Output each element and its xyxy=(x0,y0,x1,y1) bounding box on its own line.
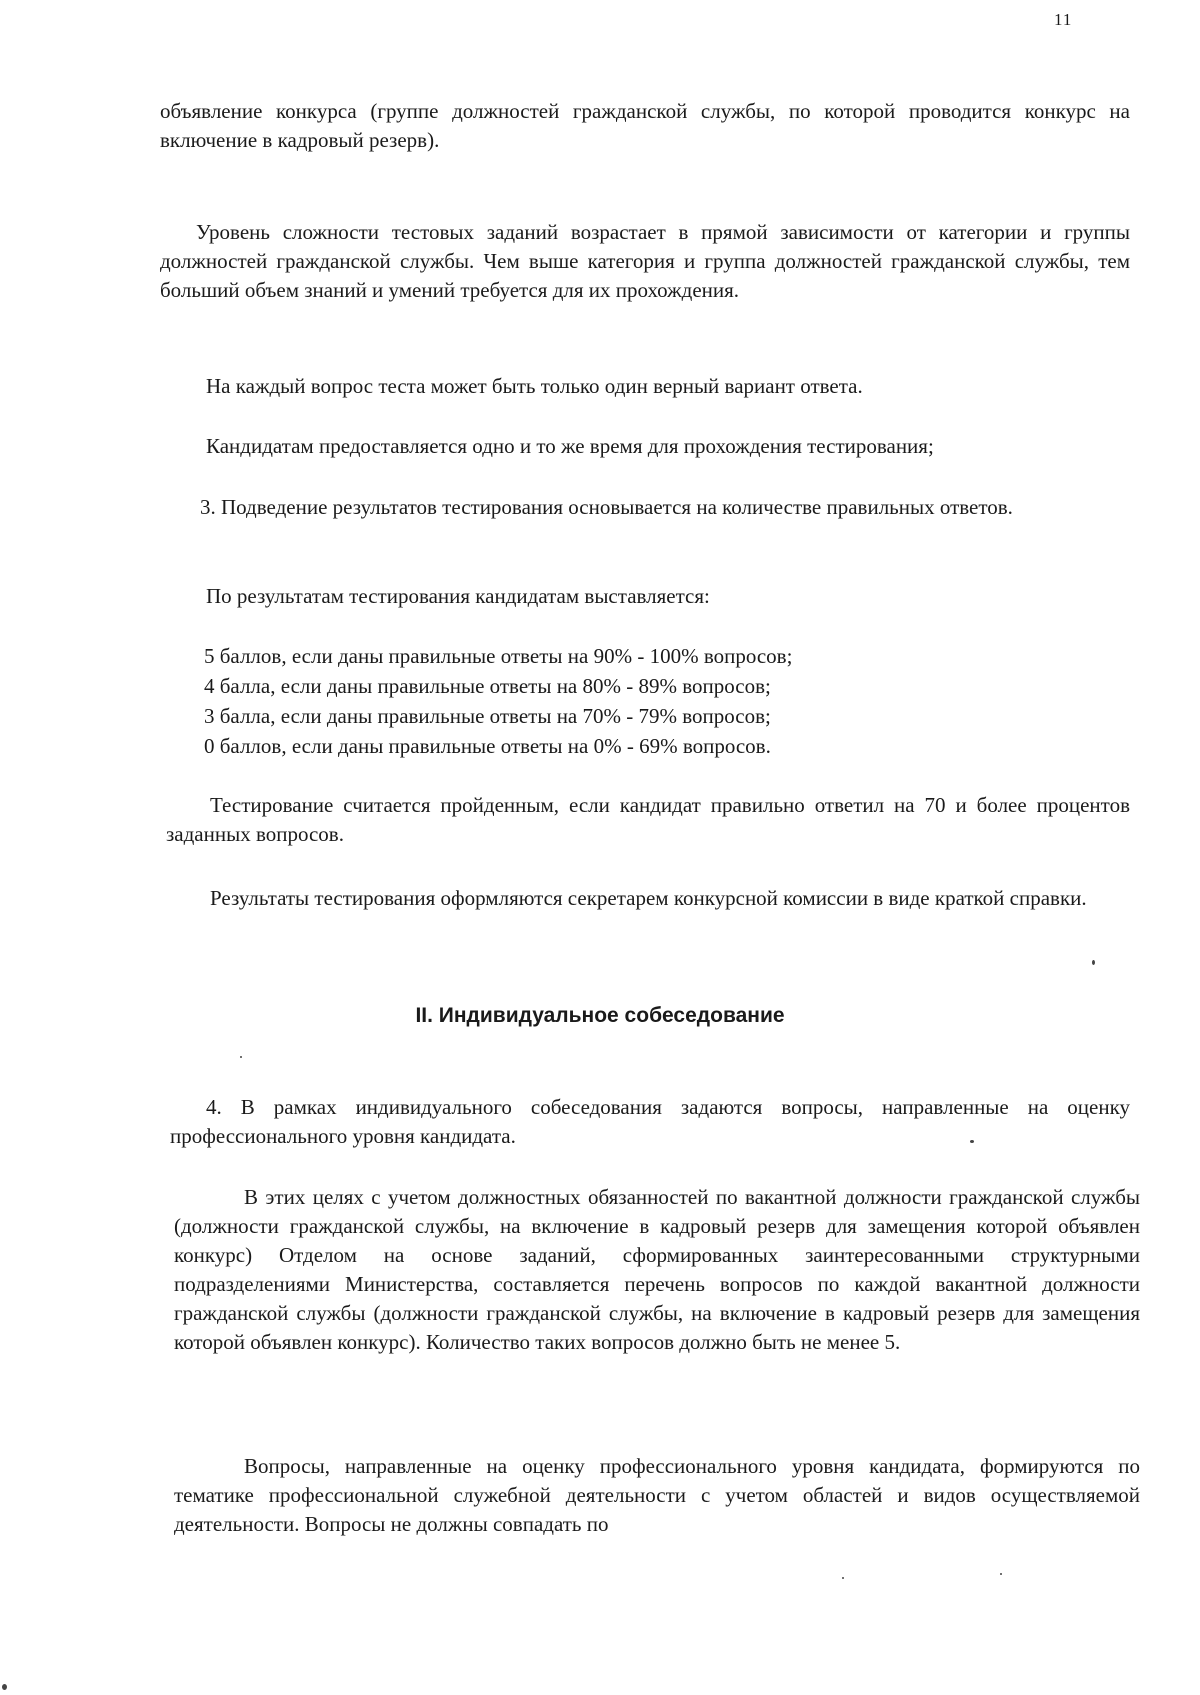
score-item: 0 баллов, если даны правильные ответы на 0% - 69% вопросов. xyxy=(204,734,771,758)
paragraph-one-correct-answer: На каждый вопрос теста может быть только один верный вариант ответа. xyxy=(206,374,863,398)
scan-speck xyxy=(970,1140,974,1143)
score-item: 3 балла, если даны правильные ответы на 70% - 79% вопросов; xyxy=(204,704,771,728)
paragraph-interview-questions: 4. В рамках индивидуального собеседования задаются вопросы, направленные на оценку профессионального уровня кандидата. xyxy=(170,1095,1130,1148)
paragraph-results-formalized: Результаты тестирования оформляются секретарем конкурсной комиссии в виде краткой справки. xyxy=(210,886,1087,910)
paragraph-question-topics: Вопросы, направленные на оценку профессионального уровня кандидата, формируются по тематике профессиональной служебной деятельности с учетом областей и видов осуществляемой деятельности. Вопросы не должны совпадать по xyxy=(174,1454,1140,1536)
scan-speck xyxy=(842,1577,844,1579)
scan-speck xyxy=(240,1056,242,1058)
page-number: 11 xyxy=(1054,10,1073,29)
paragraph-test-passed: Тестирование считается пройденным, если кандидат правильно ответил на 70 и более процентов заданных вопросов. xyxy=(166,793,1130,846)
paragraph-results-summary: 3. Подведение результатов тестирования основывается на количестве правильных ответов. xyxy=(200,495,1013,519)
score-item: 4 балла, если даны правильные ответы на 80% - 89% вопросов; xyxy=(204,674,771,698)
scan-speck xyxy=(2,1684,7,1690)
score-list xyxy=(204,641,792,761)
paragraph-contest-announcement: объявление конкурса (группе должностей гражданской службы, по которой проводится конкурс на включение в кадровый резерв). xyxy=(160,99,1130,152)
paragraph-question-list: В этих целях с учетом должностных обязанностей по вакантной должности гражданской службы (должности гражданской службы, на включение в кадровый резерв для замещения которой объявлен конкурс) Отделом на основе заданий, сформированных заинтересованными структурными подразделениями Министерства, составляется перечень вопросов по каждой вакантной должности гражданской службы (должности гражданской службы, на включение в кадровый резерв для замещения которой объявлен конкурс). Количество таких вопросов должно быть не менее 5. xyxy=(174,1185,1140,1354)
scan-speck xyxy=(1000,1573,1002,1575)
scan-speck xyxy=(1092,960,1095,965)
paragraph-scores-intro: По результатам тестирования кандидатам выставляется: xyxy=(206,584,710,608)
paragraph-same-time: Кандидатам предоставляется одно и то же время для прохождения тестирования; xyxy=(206,434,934,458)
score-item: 5 баллов, если даны правильные ответы на 90% - 100% вопросов; xyxy=(204,644,793,668)
section-heading: II. Индивидуальное собеседование xyxy=(415,1004,785,1027)
paragraph-difficulty-level: Уровень сложности тестовых заданий возрастает в прямой зависимости от категории и группы должностей гражданской службы. Чем выше категория и группа должностей гражданской службы, тем больший объем знаний и умений требуется для их прохождения. xyxy=(160,220,1130,302)
